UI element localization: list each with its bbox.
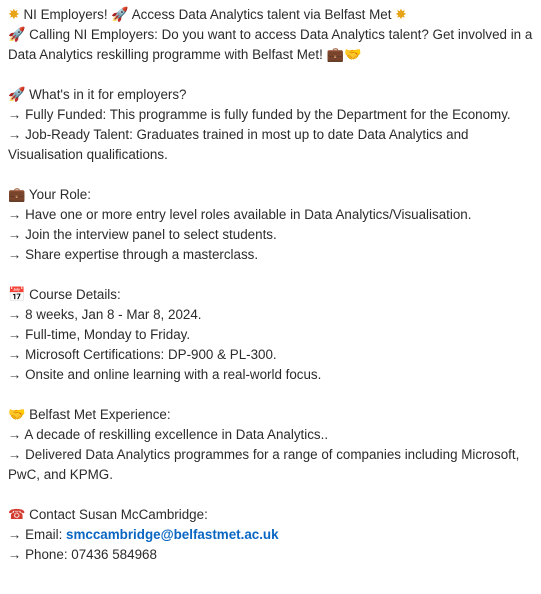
course-heading	[8, 285, 533, 305]
email-link[interactable]: smccambridge@belfastmet.ac.uk	[66, 527, 279, 542]
headline-text: NI Employers!	[23, 7, 112, 22]
rocket-icon: 🚀	[8, 87, 26, 103]
benefits-heading	[8, 85, 533, 105]
spacer	[8, 485, 533, 505]
spacer	[8, 65, 533, 85]
email-label: → Email:	[8, 527, 67, 542]
intro-text: Calling NI Employers: Do you want to access Data Analytics talent? Get involved in a Data Analytics reskilling programme with Belfast Met!	[8, 27, 533, 62]
collision-icon: ✸	[395, 7, 407, 23]
telephone-icon: ☎	[8, 507, 26, 523]
benefit-item: → Job-Ready Talent: Graduates trained in most up to date Data Analytics and Visualisation qualifications.	[8, 127, 469, 162]
post-intro	[8, 25, 533, 65]
role-item: → Join the interview panel to select students.	[8, 227, 277, 242]
briefcase-icon: 💼	[8, 187, 26, 203]
calendar-icon: 📅	[8, 287, 26, 303]
contact-phone: → Phone: 07436 584968	[8, 547, 157, 562]
experience-item: → Delivered Data Analytics programmes for a range of companies including Microsoft, PwC, and KPMG.	[8, 447, 520, 482]
post-headline	[8, 5, 533, 25]
contact-email	[8, 525, 533, 545]
course-item: → Microsoft Certifications: DP-900 & PL-300.	[8, 347, 277, 362]
contact-heading	[8, 505, 533, 525]
role-item: → Share expertise through a masterclass.	[8, 247, 259, 262]
role-heading	[8, 185, 533, 205]
experience-heading	[8, 405, 533, 425]
collision-icon: ✸	[8, 7, 20, 23]
rocket-icon: 🚀	[111, 7, 129, 23]
course-heading-text: Course Details:	[25, 287, 121, 302]
spacer	[8, 385, 533, 405]
benefits-heading-text: What's in it for employers?	[25, 87, 187, 102]
course-item: → Full-time, Monday to Friday.	[8, 327, 191, 342]
role-item: → Have one or more entry level roles available in Data Analytics/Visualisation.	[8, 207, 472, 222]
handshake-icon: 🤝	[343, 47, 362, 63]
experience-item: → A decade of reskilling excellence in Data Analytics..	[8, 427, 329, 442]
spacer	[8, 165, 533, 185]
contact-heading-text: Contact Susan McCambridge:	[25, 507, 208, 522]
headline-text-mid: Access Data Analytics talent via Belfast Met	[128, 7, 396, 22]
role-heading-text: Your Role:	[25, 187, 91, 202]
spacer	[8, 265, 533, 285]
briefcase-icon: 💼	[326, 47, 344, 63]
handshake-icon: 🤝	[8, 407, 26, 423]
benefit-item: → Fully Funded: This programme is fully funded by the Department for the Economy.	[8, 107, 511, 122]
course-item: → Onsite and online learning with a real-world focus.	[8, 367, 322, 382]
course-item: → 8 weeks, Jan 8 - Mar 8, 2024.	[8, 307, 202, 322]
rocket-icon: 🚀	[8, 27, 26, 43]
experience-heading-text: Belfast Met Experience:	[25, 407, 171, 422]
